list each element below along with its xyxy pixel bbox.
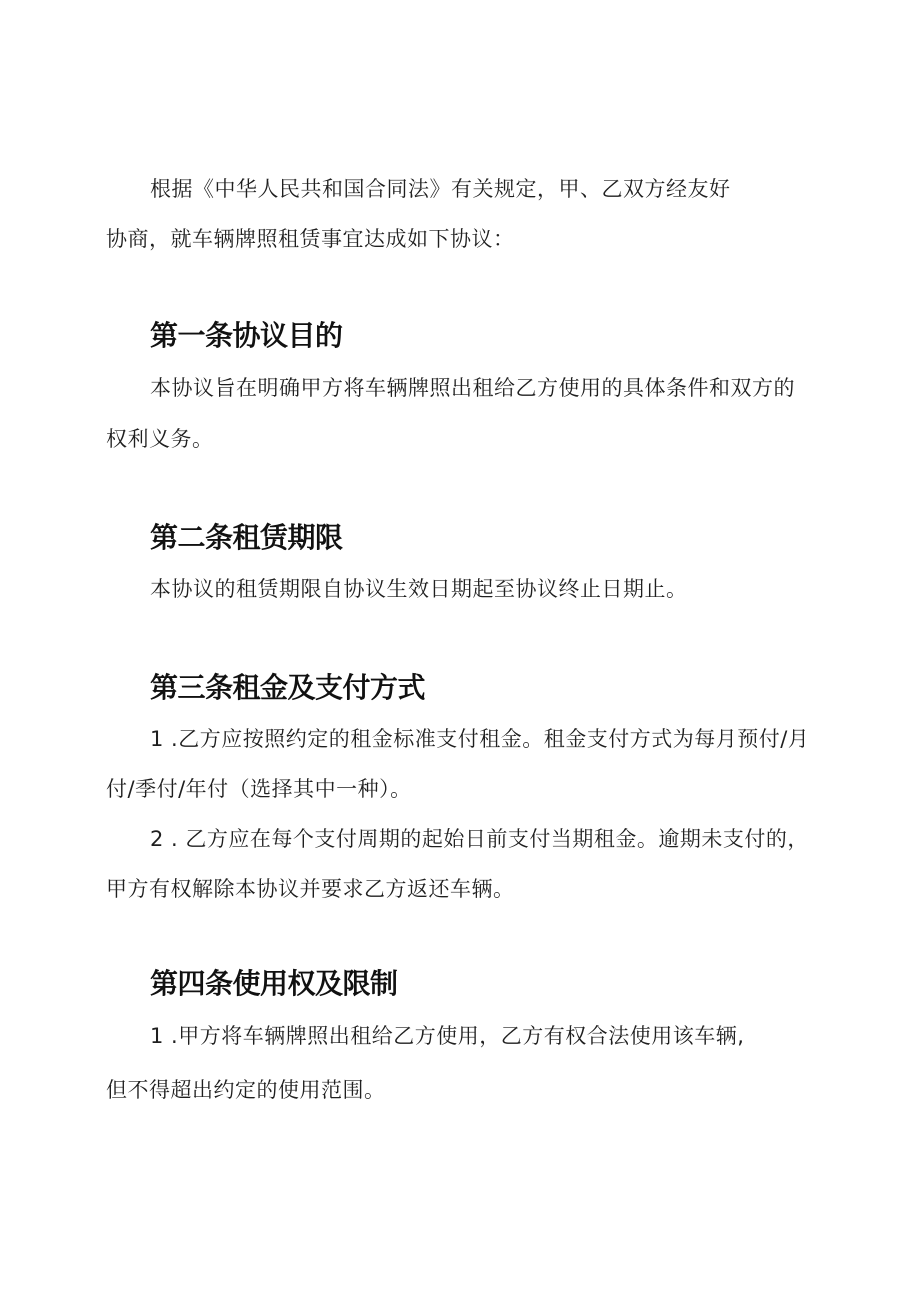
article-4-item-1-line-2: 但不得超出约定的使用范围。 bbox=[106, 1078, 386, 1102]
article-1-line-2: 权利义务。 bbox=[106, 427, 214, 451]
article-4-item-1-line-1: 1 .甲方将车辆牌照出租给乙方使用，乙方有权合法使用该车辆, bbox=[150, 1024, 745, 1048]
article-1-line-1: 本协议旨在明确甲方将车辆牌照出租给乙方使用的具体条件和双方的 bbox=[150, 376, 795, 400]
article-2-line-1: 本协议的租赁期限自协议生效日期起至协议终止日期止。 bbox=[150, 577, 688, 601]
article-3-item-1-line-2: 付/季付/年付（选择其中一种）。 bbox=[106, 777, 412, 801]
article-3-item-2-line-2: 甲方有权解除本协议并要求乙方返还车辆。 bbox=[106, 877, 515, 901]
article-3-heading: 第三条租金及支付方式 bbox=[150, 671, 426, 704]
article-2-heading: 第二条租赁期限 bbox=[150, 521, 343, 554]
article-3-item-2-line-1: 2 . 乙方应在每个支付周期的起始日前支付当期租金。逾期未支付的， bbox=[150, 827, 809, 851]
article-1-heading: 第一条协议目的 bbox=[150, 319, 343, 352]
intro-line-2: 协商，就车辆牌照租赁事宜达成如下协议： bbox=[106, 227, 515, 251]
intro-line-1: 根据《中华人民共和国合同法》有关规定，甲、乙双方经友好 bbox=[150, 177, 731, 201]
article-3-item-1-line-1: 1 .乙方应按照约定的租金标准支付租金。租金支付方式为每月预付/月 bbox=[150, 727, 810, 751]
article-4-heading: 第四条使用权及限制 bbox=[150, 967, 398, 1000]
